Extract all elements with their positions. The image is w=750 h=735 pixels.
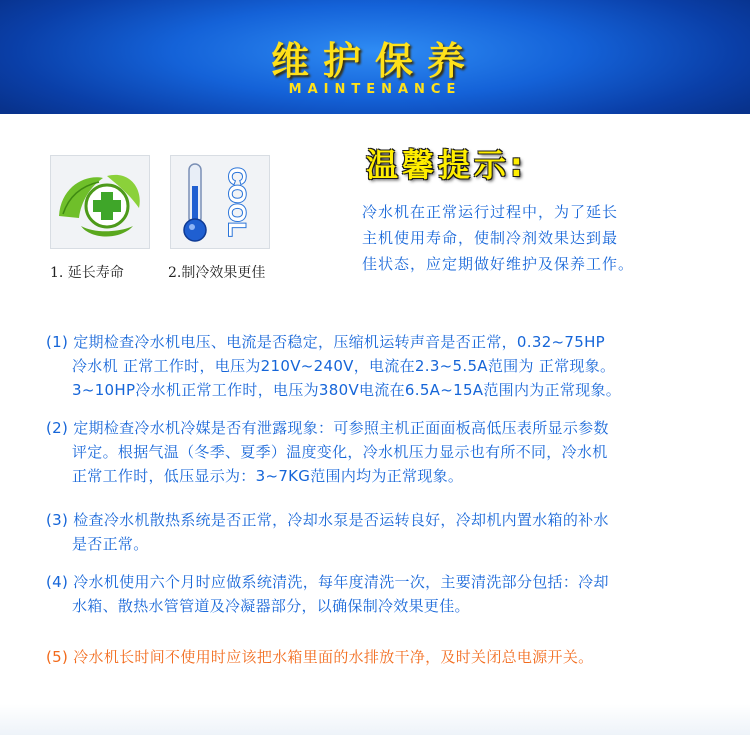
tip-title: 温馨提示: <box>366 146 527 184</box>
tip-line: 佳状态，应定期做好维护及保养工作。 <box>362 255 635 273</box>
item-number: (4) <box>46 573 69 591</box>
thermometer-cool-icon <box>170 155 270 249</box>
cool-text: COOL <box>223 167 250 237</box>
item-line: 正常工作时，低压显示为：3~7KG范围内均为正常现象。 <box>72 467 464 485</box>
item-line: 冷水机 正常工作时，电压为210V~240V，电流在2.3~5.5A范围为 正常现象。 <box>72 357 616 375</box>
item-line: 是否正常。 <box>72 535 149 553</box>
green-plus-leaf-icon <box>50 155 150 249</box>
item-line: 3~10HP冷水机正常工作时，电压为380V电流在6.5A~15A范围内为正常现象。 <box>72 381 622 399</box>
item-line: 水箱、散热水管管道及冷凝器部分，以确保制冷效果更佳。 <box>72 597 470 615</box>
tip-line: 冷水机在正常运行过程中，为了延长 <box>362 203 619 221</box>
page-title: 维护保养 <box>270 39 479 83</box>
maintenance-item-3 <box>46 508 716 556</box>
tip-text <box>362 199 692 277</box>
item-number: (2) <box>46 419 69 437</box>
item-line: 检查冷水机散热系统是否正常，冷却水泵是否运转良好，冷却机内置水箱的补水 <box>73 511 609 529</box>
item-line: 定期检查冷水机冷媒是否有泄露现象：可参照主机正面面板高低压表所显示参数 <box>73 419 609 437</box>
item-line: 冷水机长时间不使用时应该把水箱里面的水排放干净，及时关闭总电源开关。 <box>73 648 594 666</box>
icon-label-extend-life: 1. 延长寿命 <box>50 265 124 281</box>
icon-label-better-cooling: 2.制冷效果更佳 <box>168 265 266 281</box>
item-number: (1) <box>46 333 69 351</box>
tip-line: 主机使用寿命，使制冷剂效果达到最 <box>362 229 619 247</box>
item-number: (3) <box>46 511 69 529</box>
header-banner <box>0 0 750 114</box>
item-line: 冷水机使用六个月时应做系统清洗，每年度清洗一次，主要清洗部分包括：冷却 <box>73 573 609 591</box>
maintenance-item-2 <box>46 416 716 488</box>
item-line: 评定。根据气温（冬季、夏季）温度变化，冷水机压力显示也有所不同，冷水机 <box>72 443 608 461</box>
maintenance-item-4 <box>46 570 716 618</box>
item-line: 定期检查冷水机电压、电流是否稳定，压缩机运转声音是否正常，0.32~75HP <box>73 333 606 351</box>
page-subtitle: MAINTENANCE <box>288 82 462 97</box>
maintenance-item-1 <box>46 330 716 402</box>
item-number: (5) <box>46 648 69 666</box>
maintenance-item-5 <box>46 645 716 669</box>
